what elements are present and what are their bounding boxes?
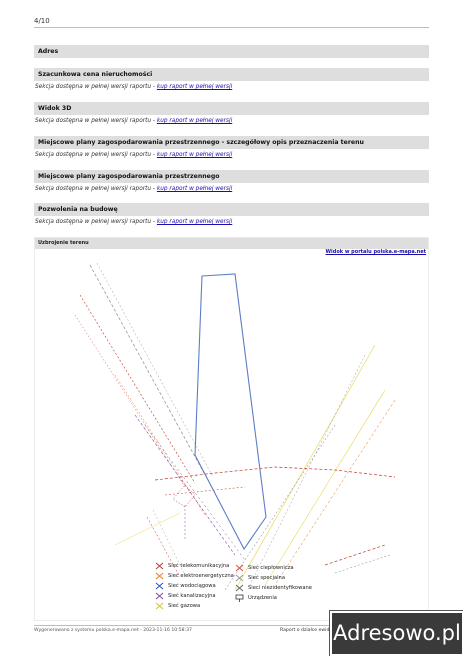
section-note-text: Sekcja dostępna w pełnej wersji raportu - [35,84,157,90]
map-header: Uzbrojenie terenu [35,238,428,249]
legend-item [235,594,277,602]
power-line-icon [155,572,164,580]
map-legend [155,562,355,620]
legend-label: Sieci niezidentyfikowane [248,585,312,591]
section-header: Widok 3D [34,102,429,115]
buy-report-link[interactable]: kup raport w pełnej wersji [156,219,233,225]
section-note-text: Sekcja dostępna w pełnej wersji raportu - [35,118,157,124]
map-portal-link[interactable]: Widok w portalu polska.e-mapa.net [325,249,426,255]
section-header: Miejscowe plany zagospodarowania przestrzennego - szczegółowy opis przeznaczenia terenu [34,136,429,149]
legend-label: Sieć ciepłownicza [248,565,294,571]
section-header: Pozwolenia na budowę [34,203,429,216]
legend-item [235,574,285,582]
map-line-telecom [165,487,245,495]
section-note [34,216,429,225]
section-header: Adres [34,45,429,58]
section-price-estimate [34,68,429,90]
top-divider [34,27,429,28]
legend-item [155,592,216,600]
section-note [34,115,429,124]
footer-report-title: Raport o działce ewid [280,628,330,633]
legend-label: Sieć telekomunikacyjna [168,563,230,569]
section-note-text: Sekcja dostępna w pełnej wersji raportu - [35,186,157,192]
map-line-special [90,265,205,475]
legend-item [155,582,216,590]
section-note [34,183,429,192]
heating-line-icon [235,564,244,572]
legend-item [235,564,294,572]
footer-generated: Wygenerowano z systemu polska.e-mapa.net - 2023-11-16 10:58:37 [34,628,192,633]
section-local-plan-detail [34,136,429,158]
sewer-line-icon [155,592,164,600]
map-line-heating [155,467,395,480]
buy-report-link[interactable]: kup raport w pełnej wersji [156,152,233,158]
map-line-power [173,485,195,507]
legend-item [155,572,234,580]
legend-label: Sieć kanalizacyjna [168,593,216,599]
unidentified-line-icon [235,584,244,592]
buy-report-link[interactable]: kup raport w pełnej wersji [156,118,233,124]
utilities-map-section [34,237,429,621]
section-note-text: Sekcja dostępna w pełnej wersji raportu - [35,219,157,225]
legend-item [155,562,229,570]
map-line-telecom [75,315,185,487]
legend-label: Sieć wodociągowa [168,583,216,589]
legend-label: Sieć specjalna [248,575,285,581]
buy-report-link[interactable]: kup raport w pełnej wersji [156,84,233,90]
legend-label: Sieć elektroenergetyczna [168,573,234,579]
section-note [34,81,429,90]
special-line-icon [235,574,244,582]
map-line-special [250,355,365,585]
device-icon [235,594,244,602]
legend-item [155,602,200,610]
telecom-line-icon [155,562,164,570]
section-address [34,45,429,58]
map-line-power [275,400,395,585]
legend-label: Urządzenia [248,595,277,601]
page-number: 4/10 [34,17,50,25]
section-local-plan [34,170,429,192]
section-header: Miejscowe plany zagospodarowania przestrzennego [34,170,429,183]
section-note-text: Sekcja dostępna w pełnej wersji raportu - [35,152,157,158]
map-line-telecom [80,295,195,483]
legend-label: Sieć gazowa [168,603,201,609]
legend-item [235,584,312,592]
water-line-icon [155,582,164,590]
section-header: Szacunkowa cena nieruchomości [34,68,429,81]
section-building-permits [34,203,429,225]
parcel-outline [195,274,266,549]
buy-report-link[interactable]: kup raport w pełnej wersji [156,186,233,192]
section-3d-view [34,102,429,124]
map-line-gas [265,390,385,585]
adresowo-watermark: Adresowo.pl [330,611,463,656]
map-line-gas [235,345,375,590]
section-note [34,149,429,158]
gas-line-icon [155,602,164,610]
